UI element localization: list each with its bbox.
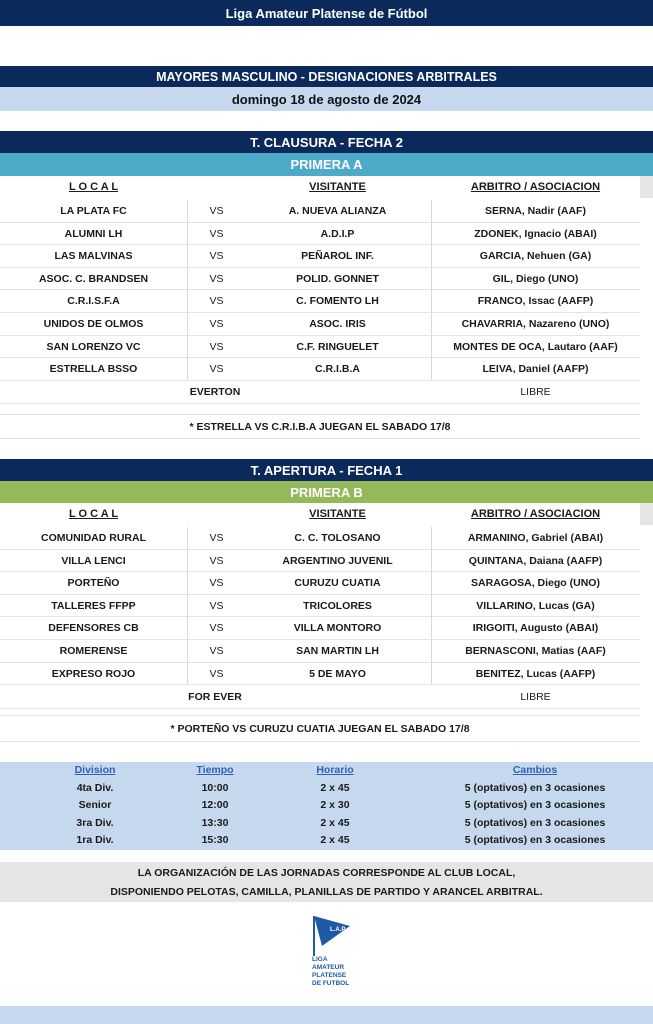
schedule-row [0,832,653,850]
local-team: LAS MALVINAS [54,250,133,263]
logo-line: AMATEUR [312,964,345,971]
referee-name: ZDONEK, Ignacio (ABAI) [474,227,597,240]
local-team: DEFENSORES CB [48,622,139,635]
local-team: ESTRELLA BSSO [49,363,138,376]
schedule-row [0,797,653,815]
vs-label: VS [187,617,245,639]
referee-name: SERNA, Nadir (AAF) [485,205,586,217]
vs-label: VS [187,663,245,685]
local-team: SAN LORENZO VC [46,340,141,353]
section1-division: PRIMERA A [0,153,653,176]
schedule-cell: Senior [78,799,112,811]
schedule-cell: 5 (optativos) en 3 ocasiones [464,799,606,811]
local-team: ROMERENSE [59,644,128,657]
visitor-team: ARGENTINO JUVENIL [244,550,432,572]
vs-label: VS [187,572,245,594]
schedule-cell: 12:00 [201,799,229,811]
referee-name: ARMANINO, Gabriel (ABAI) [467,532,604,544]
referee-name: LEIVA, Daniel (AAFP) [482,363,589,376]
referee-name: QUINTANA, Daiana (AAFP) [468,554,603,567]
local-team: ASOC. C. BRANDSEN [38,272,149,285]
schedule-cell: 2 x 45 [320,816,350,829]
match-row [0,595,640,618]
vs-label: VS [187,527,245,549]
vs-label: VS [187,640,245,662]
section1-tournament: T. CLAUSURA - FECHA 2 [0,131,653,153]
referee-name: FRANCO, Issac (AAFP) [477,295,594,308]
schedule-cell: 15:30 [201,834,229,846]
schedule-cell: 1ra Div. [76,834,114,846]
visitor-team: C. FOMENTO LH [244,290,432,312]
match-row [0,663,640,686]
referee-name: BENITEZ, Lucas (AAFP) [475,667,596,680]
visitor-team: CURUZU CUATIA [244,572,432,594]
match-date: domingo 18 de agosto de 2024 [0,87,653,111]
category-title: MAYORES MASCULINO - DESIGNACIONES ARBITRALES [0,66,653,87]
local-team: EXPRESO ROJO [51,667,136,680]
match-row [0,290,640,313]
match-row [0,617,640,640]
schedule-cell: 5 (optativos) en 3 ocasiones [464,834,606,846]
vs-label: VS [187,358,245,380]
local-team: VILLA LENCI [61,554,126,567]
header-visitor: VISITANTE [309,508,366,520]
section2-division: PRIMERA B [0,481,653,503]
schedule-header [0,762,653,780]
free-label: LIBRE [520,386,551,398]
schedule-row [0,815,653,833]
referee-name: MONTES DE OCA, Lautaro (AAF) [453,340,618,353]
vs-label: VS [187,290,245,312]
match-row [0,572,640,595]
visitor-team: VILLA MONTORO [244,617,432,639]
section2-note: * PORTEÑO VS CURUZU CUATIA JUEGAN EL SABADO 17/8 [170,723,470,735]
section2-tournament: T. APERTURA - FECHA 1 [0,459,653,481]
local-team: C.R.I.S.F.A [67,295,120,308]
schedule-cell: 5 (optativos) en 3 ocasiones [464,781,606,794]
referee-name: SARAGOSA, Diego (UNO) [471,577,600,590]
header-referee: ARBITRO / ASOCIACION [470,508,601,520]
schedule-header-schedule: Horario [316,764,354,776]
league-title: Liga Amateur Platense de Fútbol [0,0,653,26]
vs-label: VS [187,550,245,572]
referee-name: VILLARINO, Lucas (GA) [476,599,595,612]
schedule-header-changes: Cambios [512,764,558,776]
logo-line: PLATENSE [312,972,347,979]
section2-header-row [0,503,640,525]
schedule-table [0,762,653,850]
section1-matches [0,200,640,381]
schedule-cell: 2 x 45 [320,781,350,794]
header-referee: ARBITRO / ASOCIACION [470,181,601,193]
header-local: L O C A L [68,508,119,520]
visitor-team: A.D.I.P [244,223,432,245]
visitor-team: C.F. RINGUELET [244,336,432,358]
logo-line: LIGA [312,956,328,963]
match-row [0,223,640,246]
visitor-team: TRICOLORES [244,595,432,617]
logo-flag-text: L.A.P [330,927,346,933]
free-label: LIBRE [520,691,551,703]
match-row [0,527,640,550]
visitor-team: A. NUEVA ALIANZA [244,200,432,222]
vs-label: VS [187,245,245,267]
schedule-cell: 10:00 [201,781,229,794]
schedule-cell: 4ta Div. [76,781,114,794]
schedule-cell: 13:30 [201,816,229,829]
match-row [0,313,640,336]
schedule-cell: 3ra Div. [76,816,114,829]
footer-bar [0,1006,653,1024]
section1-free-row [0,381,640,404]
organization-note [0,862,653,902]
visitor-team: C.R.I.B.A [244,358,432,380]
league-logo [300,912,370,998]
section1-header-row [0,176,640,198]
schedule-row [0,780,653,798]
section2-free-row [0,686,640,709]
visitor-team: SAN MARTIN LH [244,640,432,662]
vs-label: VS [187,313,245,335]
match-row [0,200,640,223]
visitor-team: POLID. GONNET [244,268,432,290]
match-row [0,358,640,381]
section2-matches [0,527,640,685]
vs-label: VS [187,268,245,290]
vs-label: VS [187,595,245,617]
local-team: ALUMNI LH [64,227,123,240]
header-visitor: VISITANTE [309,181,366,193]
local-team: TALLERES FFPP [51,599,136,612]
local-team: COMUNIDAD RURAL [41,532,146,544]
free-team: EVERTON [189,386,241,398]
referee-name: BERNASCONI, Matias (AAF) [465,644,606,657]
organization-note-line2: DISPONIENDO PELOTAS, CAMILLA, PLANILLAS DE PARTIDO Y ARANCEL ARBITRAL. [110,886,543,898]
match-row [0,245,640,268]
logo-line: DE FUTBOL [312,980,350,987]
match-row [0,640,640,663]
referee-name: IRIGOITI, Augusto (ABAI) [472,622,599,635]
schedule-cell: 2 x 30 [320,799,350,811]
free-team: FOR EVER [188,691,242,703]
match-row [0,268,640,291]
schedule-cell: 5 (optativos) en 3 ocasiones [464,816,606,829]
vs-label: VS [187,200,245,222]
visitor-team: PEÑAROL INF. [244,245,432,267]
schedule-header-division: Division [74,764,116,776]
match-row [0,336,640,359]
match-row [0,550,640,573]
visitor-team: C. C. TOLOSANO [244,527,432,549]
referee-name: GIL, Diego (UNO) [492,272,579,285]
schedule-cell: 2 x 45 [320,834,350,846]
local-team: UNIDOS DE OLMOS [43,317,144,330]
local-team: PORTEÑO [67,577,120,590]
referee-name: CHAVARRIA, Nazareno (UNO) [461,317,610,330]
section1-note: * ESTRELLA VS C.R.I.B.A JUEGAN EL SABADO 17/8 [189,421,451,433]
organization-note-line1: LA ORGANIZACIÓN DE LAS JORNADAS CORRESPONDE AL CLUB LOCAL, [137,867,516,879]
visitor-team: 5 DE MAYO [244,663,432,685]
vs-label: VS [187,336,245,358]
visitor-team: ASOC. IRIS [244,313,432,335]
schedule-header-time: Tiempo [196,764,234,776]
vs-label: VS [187,223,245,245]
logo-text [312,956,349,988]
header-local: L O C A L [68,181,119,193]
local-team: LA PLATA FC [60,205,127,217]
referee-name: GARCIA, Nehuen (GA) [479,250,592,263]
